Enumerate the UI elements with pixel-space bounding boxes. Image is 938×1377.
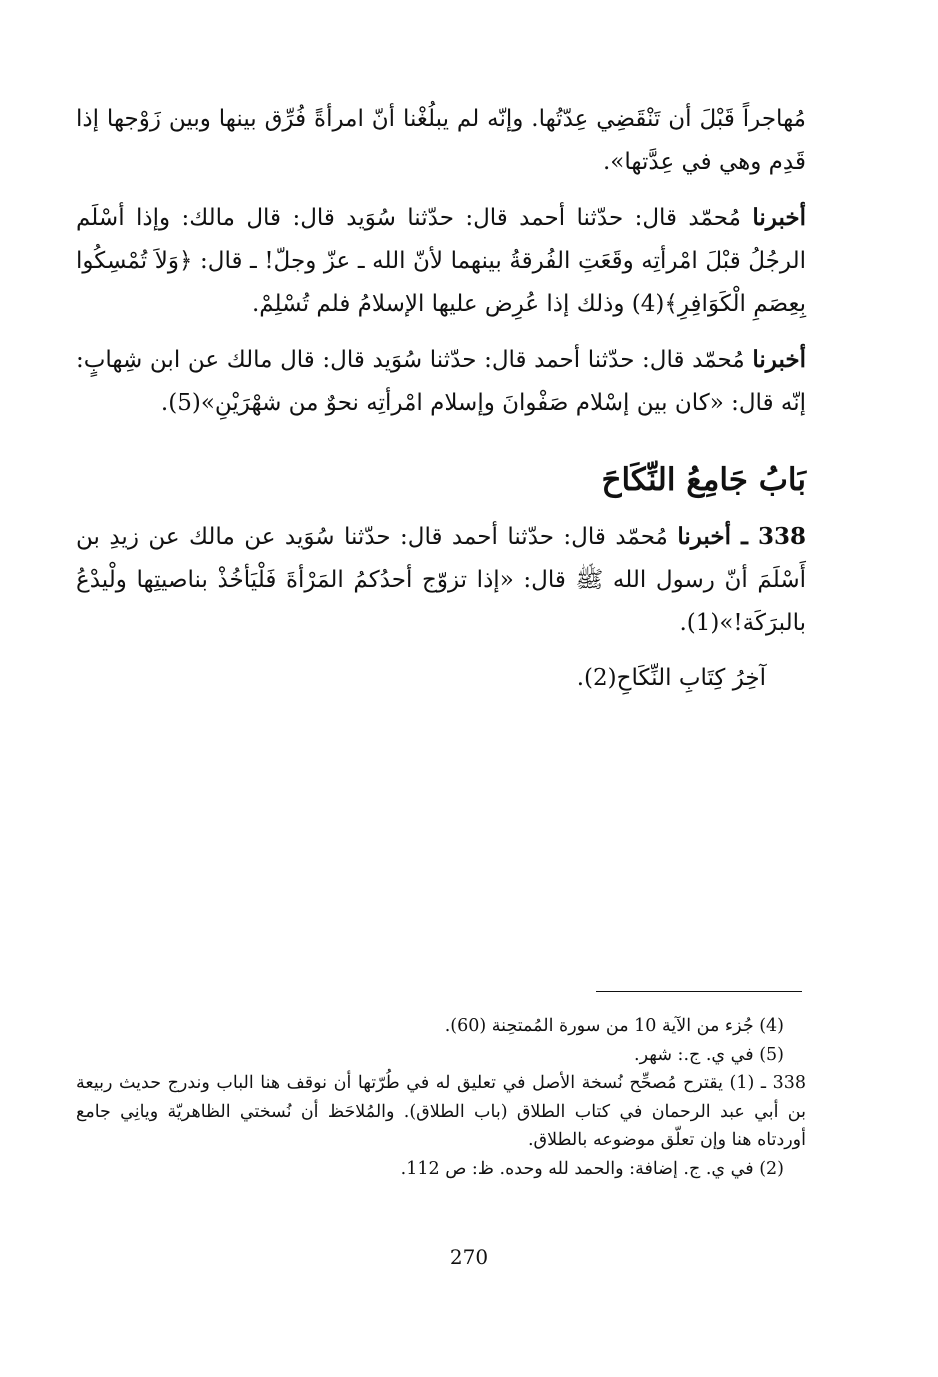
- footnotes: [76, 1012, 806, 1183]
- hadith-number: 338 ـ: [741, 523, 807, 550]
- paragraph-4: [76, 515, 806, 645]
- footnote-338-1-text: يقترح مُصحِّح نُسخة الأصل في تعليق له في طُرّتها أن نوقف هنا الباب وندرج حديث ربيعة بن أبي عبد الرحمان في كتاب الطلاق (باب الطلاق). والمُلاحَظ أن نُسختي الظاهريّة ويانِي جامع أوردتاه هنا وإن تعلّق موضوعه بالطلاق.: [76, 1073, 806, 1150]
- chapter-heading: بَابُ جَامِعُ النِّكَاحَ: [601, 462, 806, 498]
- paragraph-3: [76, 338, 806, 425]
- paragraph-4-lead: أخبرنا: [677, 523, 742, 550]
- main-text: [76, 98, 806, 712]
- paragraph-3-lead: أخبرنا: [752, 346, 806, 373]
- paragraph-2-lead: أخبرنا: [752, 204, 806, 231]
- page-number: 270: [449, 1245, 489, 1269]
- footnote-338-1-number: 338 ـ (1): [729, 1073, 806, 1093]
- footnote-separator: [596, 991, 802, 992]
- paragraph-2: [76, 196, 806, 326]
- book-closing-line: آخِرُ كِتَابِ النِّكَاحِ(2).: [576, 665, 766, 691]
- paragraph-3-text: مُحمّد قال: حدّثنا أحمد قال: حدّثنا سُوَيد قال: قال مالك عن ابن شِهابٍ: إنّه قال: «كان بين إسْلام صَفْوانَ وإسلام امْرأتِه نحوٌ من شهْرَيْنِ»(5).: [76, 347, 806, 416]
- footnote-5: (5) في ي. ج.: شهر.: [634, 1044, 784, 1065]
- paragraph-2-text: مُحمّد قال: حدّثنا أحمد قال: حدّثنا سُوَيد قال: قال مالك: وإذا أسْلَم الرجُلُ قبْلَ امْرأتِه وقَعَتِ الفُرقةُ بينهما لأنّ الله ـ عزّ وجلّ! ـ قال: ﴿وَلاَ تُمْسِكُوا بِعِصَمِ الْكَوَافِرِ﴾(4) وذلك إذا عُرِض عليها الإسلامُ فلم تُسْلِمْ.: [76, 205, 806, 317]
- footnote-4: (4) جُزء من الآية 10 من سورة المُمتحِنة (60).: [444, 1016, 784, 1036]
- footnote-2: (2) في ي. ج. إضافة: والحمد لله وحده. ظ: ص 112.: [400, 1158, 784, 1179]
- paragraph-1: مُهاجراً قَبْلَ أن تَنْقَضِي عِدّتُها. وإنّه لم يبلُغْنا أنّ امرأةً فُرِّق بينها وبين زَوْجها إذا قَدِم وهي في عِدَّتها».: [76, 106, 806, 175]
- footnote-338-1: [76, 1069, 806, 1155]
- paragraph-4-text: مُحمّد قال: حدّثنا أحمد قال: حدّثنا سُوَيد عن مالك عن زيدِ بن أَسْلَمَ أنّ رسول الله ﷺ قال: «إذا تزوّج أحدُكمُ المَرْأةَ فَلْيَأخُذْ بناصيتِها ولْيدْعُ بالبرَكَة!»(1).: [76, 524, 806, 636]
